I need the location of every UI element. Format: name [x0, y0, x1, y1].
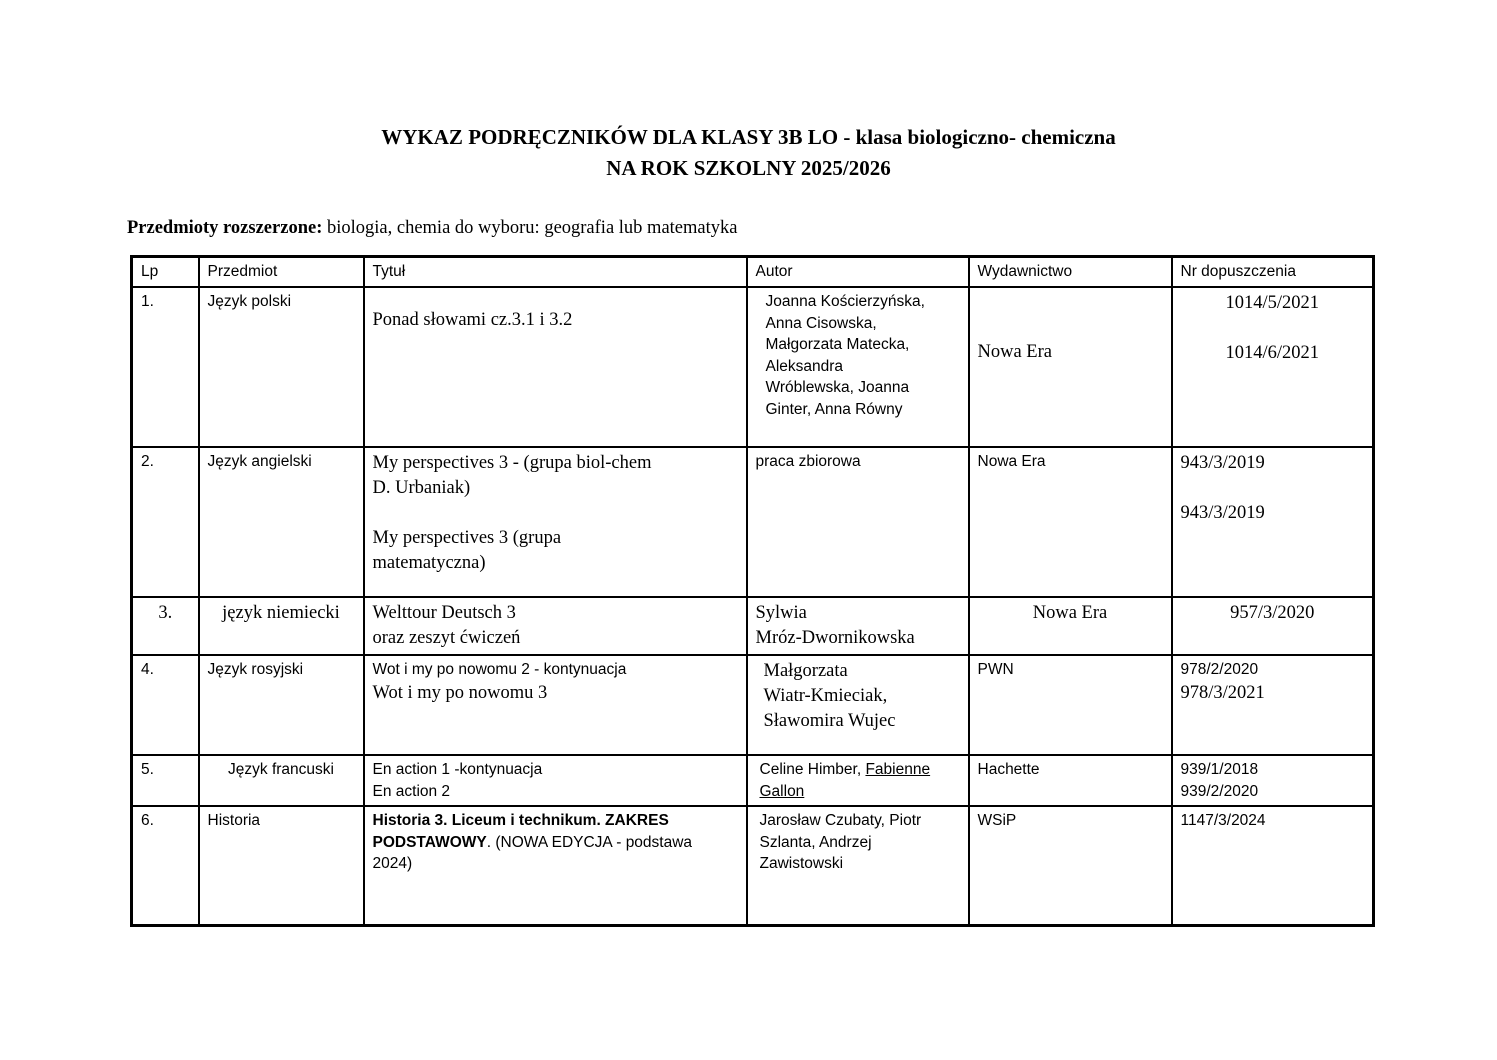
- document-title-line1: WYKAZ PODRĘCZNIKÓW DLA KLASY 3B LO - klasa biologiczno- chemiczna: [381, 125, 1116, 149]
- table-cell: 943/3/2019 943/3/2019: [1172, 447, 1374, 597]
- table-cell: PWN: [969, 655, 1172, 755]
- table-row: [132, 655, 1374, 755]
- table-cell: Ponad słowami cz.3.1 i 3.2: [364, 287, 747, 447]
- table-cell: język niemiecki: [199, 597, 364, 655]
- table-cell: Nowa Era: [969, 287, 1172, 447]
- textbook-table: [130, 255, 1375, 927]
- table-cell: Małgorzata Wiatr-Kmieciak, Sławomira Wujec: [747, 655, 969, 755]
- table-row: [132, 806, 1374, 925]
- table-cell: Historia: [199, 806, 364, 925]
- table-cell: Język rosyjski: [199, 655, 364, 755]
- table-cell: Sylwia Mróz-Dwornikowska: [747, 597, 969, 655]
- document-title: [0, 122, 1497, 184]
- table-cell: Hachette: [969, 755, 1172, 806]
- table-cell: 1014/5/2021 1014/6/2021: [1172, 287, 1374, 447]
- table-cell: 6.: [132, 806, 199, 925]
- table-row: [132, 287, 1374, 447]
- table-cell: Welttour Deutsch 3 oraz zeszyt ćwiczeń: [364, 597, 747, 655]
- table-cell: 1.: [132, 287, 199, 447]
- table-cell: 1147/3/2024: [1172, 806, 1374, 925]
- table-cell: Joanna Kościerzyńska, Anna Cisowska, Małgorzata Matecka, Aleksandra Wróblewska, Joanna Ginter, Anna Równy: [747, 287, 969, 447]
- table-row: [132, 597, 1374, 655]
- table-cell: Język angielski: [199, 447, 364, 597]
- table-cell: My perspectives 3 - (grupa biol-chem D. Urbaniak) My perspectives 3 (grupa matematyczna): [364, 447, 747, 597]
- table-cell: 3.: [132, 597, 199, 655]
- table-cell: Nowa Era: [969, 597, 1172, 655]
- table-cell: 2.: [132, 447, 199, 597]
- table-cell: 957/3/2020: [1172, 597, 1374, 655]
- table-cell: Język francuski: [199, 755, 364, 806]
- table-cell: Język polski: [199, 287, 364, 447]
- table-cell: Historia 3. Liceum i technikum. ZAKRES PODSTAWOWY. (NOWA EDYCJA - podstawa 2024): [364, 806, 747, 925]
- table-cell: 939/1/2018 939/2/2020: [1172, 755, 1374, 806]
- table-cell: Nowa Era: [969, 447, 1172, 597]
- document-title-line2: NA ROK SZKOLNY 2025/2026: [606, 156, 891, 180]
- table-cell: Wot i my po nowomu 2 - kontynuacja Wot i my po nowomu 3: [364, 655, 747, 755]
- column-header-3: Autor: [747, 257, 969, 288]
- table-body: [132, 287, 1374, 925]
- table-cell: 978/2/2020 978/3/2021: [1172, 655, 1374, 755]
- table-row: [132, 447, 1374, 597]
- extended-subjects-label: Przedmioty rozszerzone:: [127, 218, 323, 238]
- column-header-4: Wydawnictwo: [969, 257, 1172, 288]
- table-cell: 4.: [132, 655, 199, 755]
- column-header-5: Nr dopuszczenia: [1172, 257, 1374, 288]
- table-cell: Celine Himber, Fabienne Gallon: [747, 755, 969, 806]
- table-cell: Jarosław Czubaty, Piotr Szlanta, Andrzej Zawistowski: [747, 806, 969, 925]
- table-row: [132, 755, 1374, 806]
- column-header-2: Tytuł: [364, 257, 747, 288]
- table-cell: WSiP: [969, 806, 1172, 925]
- table-header-row: [132, 257, 1374, 288]
- extended-subjects-line: [127, 218, 737, 239]
- extended-subjects-value: biologia, chemia do wyboru: geografia lub matematyka: [322, 218, 738, 238]
- column-header-1: Przedmiot: [199, 257, 364, 288]
- table-cell: En action 1 -kontynuacja En action 2: [364, 755, 747, 806]
- table-cell: 5.: [132, 755, 199, 806]
- table-cell: praca zbiorowa: [747, 447, 969, 597]
- column-header-0: Lp: [132, 257, 199, 288]
